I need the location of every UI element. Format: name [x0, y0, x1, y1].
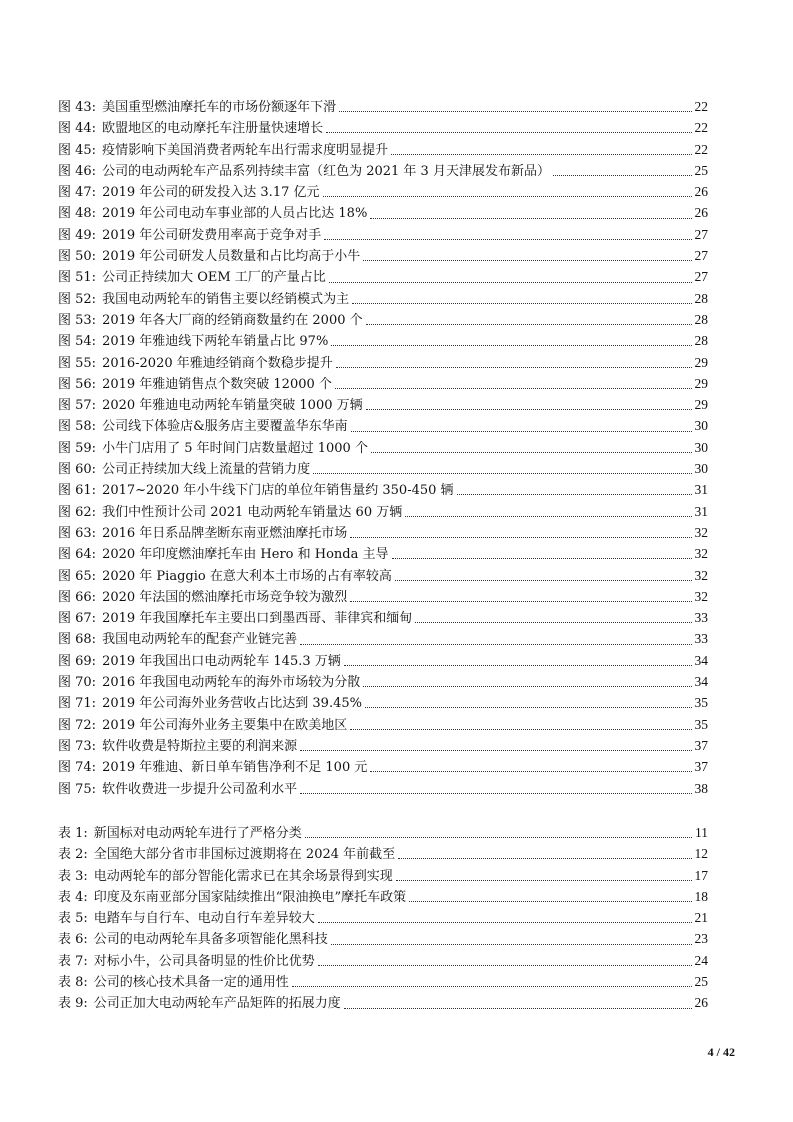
table-entry[interactable]	[58, 928, 708, 949]
entry-title: 2020 年 Piaggio 在意大利本土市场的占有率较高	[102, 568, 392, 584]
dot-leader	[323, 196, 692, 197]
entry-number: 表 9:	[58, 996, 88, 1012]
entry-number: 表 1:	[58, 826, 88, 841]
entry-page-number: 28	[694, 290, 708, 306]
figure-entry[interactable]	[58, 586, 708, 607]
entry-title: 软件收费是特斯拉主要的利润来源	[102, 738, 298, 754]
entry-title: 2016 年我国电动两轮车的海外市场较为分散	[102, 675, 361, 691]
entry-number: 图 46:	[58, 163, 97, 179]
dot-leader	[350, 601, 691, 602]
entry-page-number: 23	[694, 931, 708, 947]
dot-leader	[313, 473, 691, 474]
entry-number: 图 69:	[58, 653, 97, 669]
entry-number: 图 56:	[58, 376, 97, 392]
entry-page-number: 31	[694, 503, 708, 519]
entry-number: 图 55:	[58, 355, 97, 371]
entry-page-number: 37	[694, 737, 708, 753]
entry-page-number: 35	[694, 695, 708, 711]
entry-number: 图 59:	[58, 440, 97, 456]
entry-title: 公司正持续加大 OEM 工厂的产量占比	[102, 270, 326, 286]
entry-number: 图 66:	[58, 589, 97, 605]
entry-number: 表 3:	[58, 868, 88, 884]
dot-leader	[457, 494, 692, 495]
dot-leader	[350, 729, 691, 730]
entry-page-number: 28	[694, 333, 708, 349]
figure-entry[interactable]	[58, 394, 708, 415]
entry-number: 图 47:	[58, 185, 97, 201]
figure-entry[interactable]	[58, 309, 708, 330]
figure-entry[interactable]	[58, 373, 708, 394]
table-entry[interactable]	[58, 843, 708, 864]
dot-leader	[371, 452, 692, 453]
entry-number: 图 60:	[58, 462, 97, 478]
entry-page-number: 17	[694, 867, 708, 883]
entry-number: 图 72:	[58, 717, 97, 733]
entry-number: 图 54:	[58, 334, 97, 350]
entry-title: 公司线下体验店&服务店主要覆盖华东华南	[102, 419, 348, 435]
figure-entry[interactable]	[58, 735, 708, 756]
entry-page-number: 28	[694, 311, 708, 327]
entry-title: 2019 年我国出口电动两轮车 145.3 万辆	[102, 653, 341, 669]
entry-number: 图 58:	[58, 419, 97, 435]
dot-leader	[398, 858, 691, 859]
dot-leader	[370, 771, 691, 772]
entry-page-number: 27	[694, 226, 708, 242]
figure-entry[interactable]	[58, 139, 708, 160]
figure-entry[interactable]	[58, 224, 708, 245]
figure-entry[interactable]	[58, 202, 708, 223]
entry-title: 2019 年公司的研发投入达 3.17 亿元	[102, 185, 320, 201]
table-entry[interactable]	[58, 992, 708, 1013]
figure-entry[interactable]	[58, 778, 708, 799]
figure-entry[interactable]	[58, 352, 708, 373]
table-entry[interactable]	[58, 886, 708, 907]
entry-number: 图 44:	[58, 121, 97, 137]
dot-leader	[329, 282, 692, 283]
dot-leader	[352, 303, 691, 304]
dot-leader	[392, 558, 692, 559]
entry-title: 公司正加大电动两轮车产品矩阵的拓展力度	[93, 996, 341, 1012]
entry-page-number: 24	[694, 952, 708, 968]
entry-number: 表 2:	[58, 847, 88, 863]
entry-number: 图 70:	[58, 675, 97, 691]
table-entry[interactable]	[58, 907, 708, 928]
entry-title: 2019 年公司海外业务营收占比达到 39.45%	[102, 696, 362, 712]
entry-title: 对标小牛，公司具备明显的性价比优势	[93, 953, 315, 969]
entry-title: 软件收费进一步提升公司盈利水平	[102, 781, 298, 797]
dot-leader	[344, 1008, 692, 1009]
table-entry[interactable]	[58, 971, 708, 992]
entry-page-number: 30	[694, 418, 708, 434]
entry-page-number: 33	[694, 631, 708, 647]
entry-number: 图 51:	[58, 270, 97, 286]
table-list	[58, 822, 708, 1014]
table-entry[interactable]	[58, 865, 708, 886]
dot-leader	[292, 986, 692, 987]
entry-page-number: 25	[694, 162, 708, 178]
entry-title: 2017~2020 年小牛线下门店的单位年销售量约 350-450 辆	[102, 483, 454, 499]
entry-number: 图 74:	[58, 760, 97, 776]
entry-number: 表 4:	[58, 889, 88, 905]
entry-title: 电动两轮车的部分智能化需求已在其余场景得到实现	[93, 868, 393, 884]
entry-page-number: 32	[694, 588, 708, 604]
entry-page-number: 32	[694, 524, 708, 540]
entry-title: 疫情影响下美国消费者两轮车出行需求度明显提升	[102, 142, 389, 158]
entry-title: 公司的电动两轮车具备多项智能化黑科技	[93, 932, 328, 948]
entry-title: 美国重型燃油摩托车的市场份额逐年下滑	[102, 100, 337, 115]
entry-number: 表 6:	[58, 932, 88, 948]
table-entry[interactable]	[58, 950, 708, 971]
entry-page-number: 12	[694, 846, 708, 862]
dot-leader	[370, 218, 691, 219]
entry-title: 2019 年公司海外业务主要集中在欧美地区	[102, 717, 348, 733]
dot-leader	[366, 409, 692, 410]
entry-number: 图 62:	[58, 504, 97, 520]
entry-number: 表 8:	[58, 975, 88, 991]
entry-title: 2020 年法国的燃油摩托市场竞争较为激烈	[102, 589, 348, 605]
entry-title: 全国绝大部分省市非国标过渡期将在 2024 年前截至	[93, 847, 396, 863]
entry-title: 2019 年雅迪、新日单车销售净利不足 100 元	[102, 760, 368, 776]
entry-page-number: 22	[694, 141, 708, 157]
entry-title: 2020 年雅迪电动两轮车销量突破 1000 万辆	[102, 398, 363, 414]
entry-title: 2019 年公司研发费用率高于竞争对手	[102, 227, 322, 243]
entry-number: 图 67:	[58, 611, 97, 627]
entry-number: 图 65:	[58, 568, 97, 584]
dot-leader	[318, 965, 692, 966]
entry-title: 公司的电动两轮车产品系列持续丰富（红色为 2021 年 3 月天津展发布新品）	[102, 163, 550, 179]
entry-number: 图 73:	[58, 738, 97, 754]
figure-entry[interactable]	[58, 543, 708, 564]
entry-page-number: 26	[694, 205, 708, 221]
entry-page-number: 26	[694, 184, 708, 200]
entry-title: 我国电动两轮车的配套产业链完善	[102, 632, 298, 648]
figure-entry[interactable]	[58, 437, 708, 458]
figure-entry[interactable]	[58, 479, 708, 500]
figure-entry[interactable]	[58, 756, 708, 777]
figure-entry[interactable]	[58, 330, 708, 351]
dot-leader	[331, 944, 692, 945]
figure-entry[interactable]	[58, 671, 708, 692]
dot-leader	[415, 622, 691, 623]
figure-entry[interactable]	[58, 96, 708, 117]
entry-title: 欧盟地区的电动摩托车注册量快速增长	[102, 121, 324, 137]
entry-page-number: 22	[694, 99, 708, 114]
figure-entry[interactable]	[58, 245, 708, 266]
figure-entry[interactable]	[58, 714, 708, 735]
entry-title: 2019 年各大厂商的经销商数量约在 2000 个	[102, 312, 363, 328]
entry-number: 图 63:	[58, 525, 97, 541]
figure-entry[interactable]	[58, 522, 708, 543]
figure-entry[interactable]	[58, 607, 708, 628]
figure-entry[interactable]	[58, 288, 708, 309]
entry-page-number: 33	[694, 610, 708, 626]
dot-leader	[339, 111, 691, 112]
figure-entry[interactable]	[58, 415, 708, 436]
page-number: 4 / 42	[707, 1045, 735, 1059]
entry-number: 图 57:	[58, 398, 97, 414]
dot-leader	[366, 324, 692, 325]
figure-entry[interactable]	[58, 692, 708, 713]
dot-leader	[350, 537, 691, 538]
entry-number: 图 49:	[58, 227, 97, 243]
table-entry[interactable]	[58, 822, 708, 843]
entry-page-number: 31	[694, 482, 708, 498]
entry-title: 2016 年日系品牌垄断东南亚燃油摩托市场	[102, 525, 348, 541]
entry-page-number: 34	[694, 652, 708, 668]
figure-entry[interactable]	[58, 628, 708, 649]
dot-leader	[335, 388, 692, 389]
dot-leader	[395, 580, 692, 581]
entry-title: 新国标对电动两轮车进行了严格分类	[93, 826, 302, 841]
entry-number: 图 43:	[58, 100, 97, 115]
figure-entry[interactable]	[58, 650, 708, 671]
entry-page-number: 27	[694, 269, 708, 285]
dot-leader	[318, 922, 692, 923]
dot-leader	[396, 880, 692, 881]
entry-number: 图 61:	[58, 483, 97, 499]
dot-leader	[553, 175, 692, 176]
entry-page-number: 34	[694, 674, 708, 690]
entry-number: 图 64:	[58, 547, 97, 563]
entry-number: 图 68:	[58, 632, 97, 648]
entry-title: 2020 年印度燃油摩托车由 Hero 和 Honda 主导	[102, 547, 389, 563]
figure-entry[interactable]	[58, 458, 708, 479]
figure-entry[interactable]	[58, 181, 708, 202]
entry-title: 我们中性预计公司 2021 电动两轮车销量达 60 万辆	[102, 504, 403, 520]
entry-page-number: 29	[694, 375, 708, 391]
entry-page-number: 29	[694, 354, 708, 370]
dot-leader	[351, 431, 692, 432]
entry-page-number: 22	[694, 120, 708, 136]
entry-page-number: 29	[694, 397, 708, 413]
entry-title: 电踏车与自行车、电动自行车差异较大	[93, 911, 315, 927]
figure-entry[interactable]	[58, 266, 708, 287]
entry-title: 2019 年雅迪销售点个数突破 12000 个	[102, 376, 332, 392]
dot-leader	[363, 260, 691, 261]
dot-leader	[336, 367, 692, 368]
entry-number: 图 50:	[58, 249, 97, 265]
entry-number: 表 5:	[58, 911, 88, 927]
figure-list	[58, 96, 708, 799]
entry-title: 2019 年我国摩托车主要出口到墨西哥、菲律宾和缅甸	[102, 611, 413, 627]
dot-leader	[365, 707, 692, 708]
figure-entry[interactable]	[58, 565, 708, 586]
entry-title: 2016-2020 年雅迪经销商个数稳步提升	[102, 355, 333, 371]
entry-page-number: 38	[694, 780, 708, 796]
dot-leader	[305, 837, 692, 838]
entry-number: 图 71:	[58, 696, 97, 712]
dot-leader	[324, 239, 691, 240]
entry-number: 表 7:	[58, 953, 88, 969]
dot-leader	[300, 750, 691, 751]
entry-title: 公司的核心技术具备一定的通用性	[93, 975, 289, 991]
entry-title: 我国电动两轮车的销售主要以经销模式为主	[102, 291, 350, 307]
entry-title: 2019 年公司研发人员数量和占比均高于小牛	[102, 249, 361, 265]
entry-title: 公司正持续加大线上流量的营销力度	[102, 462, 311, 478]
figure-entry[interactable]	[58, 501, 708, 522]
dot-leader	[300, 644, 691, 645]
entry-page-number: 30	[694, 461, 708, 477]
dot-leader	[331, 345, 691, 346]
figure-entry[interactable]	[58, 160, 708, 181]
entry-title: 印度及东南亚部分国家陆续推出“限油换电”摩托车政策	[93, 889, 407, 905]
dot-leader	[363, 686, 691, 687]
entry-page-number: 32	[694, 567, 708, 583]
entry-page-number: 11	[695, 825, 708, 840]
entry-number: 图 52:	[58, 291, 97, 307]
entry-title: 2019 年雅迪线下两轮车销量占比 97%	[102, 334, 329, 350]
entry-page-number: 35	[694, 716, 708, 732]
dot-leader	[300, 793, 691, 794]
entry-number: 图 48:	[58, 206, 97, 222]
entry-page-number: 25	[694, 974, 708, 990]
entry-number: 图 45:	[58, 142, 97, 158]
entry-number: 图 53:	[58, 312, 97, 328]
entry-page-number: 21	[694, 910, 708, 926]
dot-leader	[344, 665, 692, 666]
dot-leader	[326, 132, 691, 133]
entry-number: 图 75:	[58, 781, 97, 797]
entry-page-number: 37	[694, 759, 708, 775]
dot-leader	[391, 154, 691, 155]
entry-page-number: 26	[694, 995, 708, 1011]
entry-title: 小牛门店用了 5 年时间门店数量超过 1000 个	[102, 440, 368, 456]
dot-leader	[405, 516, 691, 517]
entry-page-number: 32	[694, 546, 708, 562]
entry-page-number: 18	[694, 888, 708, 904]
entry-page-number: 30	[694, 439, 708, 455]
entry-title: 2019 年公司电动车事业部的人员占比达 18%	[102, 206, 368, 222]
dot-leader	[409, 901, 691, 902]
entry-page-number: 27	[694, 248, 708, 264]
figure-entry[interactable]	[58, 117, 708, 138]
